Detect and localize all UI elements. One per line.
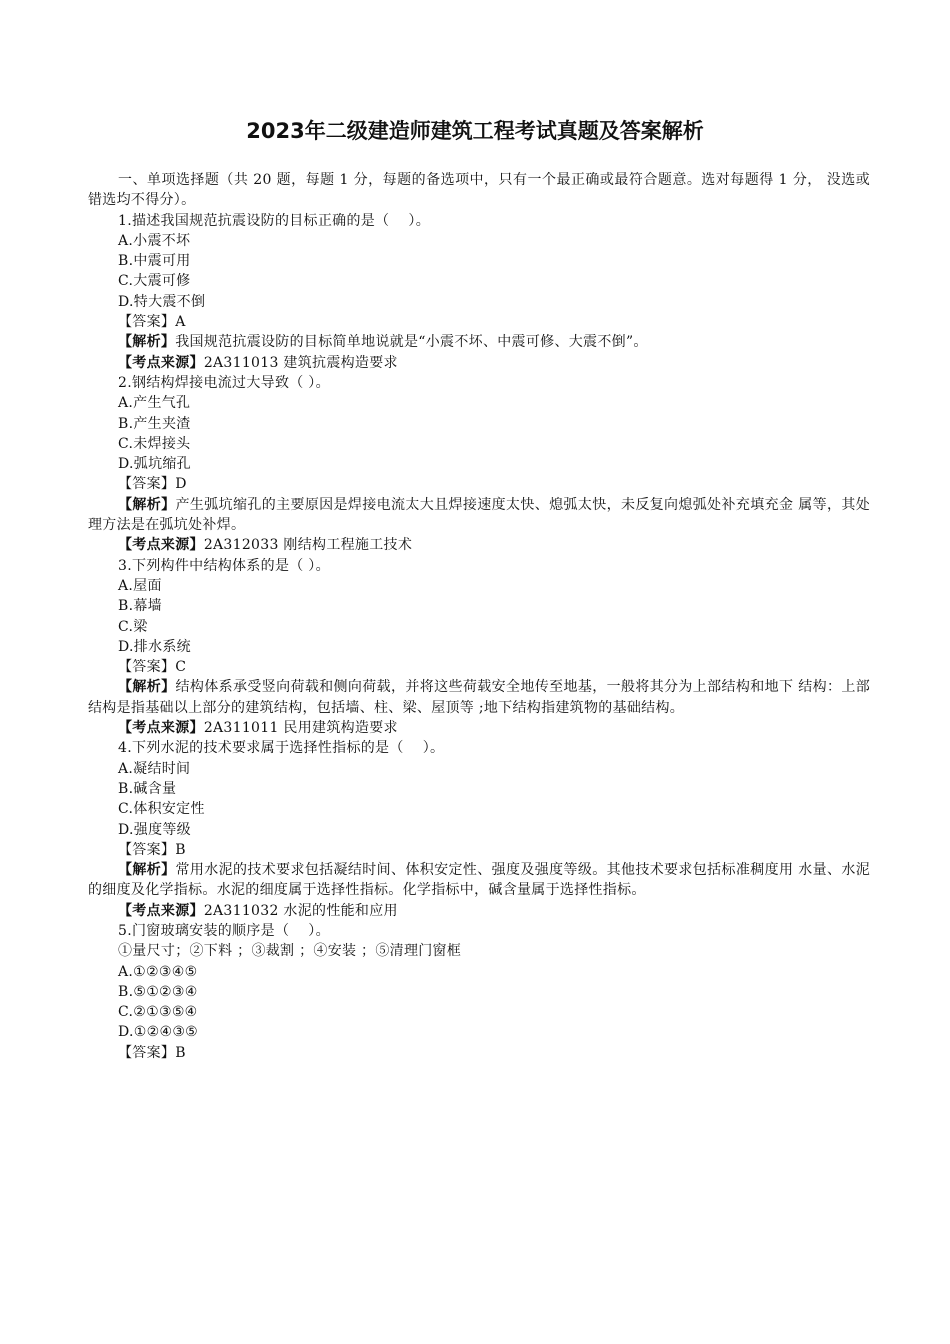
analysis-label: 【解析】 — [118, 334, 176, 351]
answer-line — [88, 657, 870, 677]
question-1 — [88, 211, 870, 373]
option: C.体积安定性 — [118, 801, 205, 818]
answer-value: C — [175, 659, 187, 676]
analysis-text: 我国规范抗震设防的目标简单地说就是“小震不坏、中震可修、大震不倒”。 — [175, 334, 648, 351]
source-label: 【考点来源】 — [118, 537, 204, 554]
source-text: 2A311011 民用建筑构造要求 — [203, 720, 398, 737]
answer-line — [88, 474, 870, 494]
answer-label: 【答案】 — [118, 476, 176, 493]
option: C.未焊接头 — [118, 435, 191, 452]
source-label: 【考点来源】 — [118, 354, 204, 371]
option: D.强度等级 — [118, 821, 191, 838]
answer-value: B — [175, 841, 186, 858]
option: A.小震不坏 — [118, 232, 191, 249]
answer-value: D — [175, 476, 187, 493]
answer-value: A — [175, 314, 186, 331]
option: C.②①③⑤④ — [118, 1004, 198, 1021]
analysis-paragraph — [88, 332, 870, 352]
document-title: 2023年二级建造师建筑工程考试真题及答案解析 — [246, 119, 704, 143]
question-stem: 3.下列构件中结构体系的是（ ）。 — [118, 557, 330, 574]
option: B.⑤①②③④ — [118, 983, 198, 1000]
question-stem: 5.门窗玻璃安装的顺序是（ ）。 — [118, 922, 330, 939]
answer-line — [88, 1043, 870, 1063]
question-5 — [88, 921, 870, 1063]
source-text: 2A311032 水泥的性能和应用 — [203, 902, 398, 919]
option: D.①②④③⑤ — [118, 1024, 199, 1041]
answer-value: B — [175, 1044, 186, 1061]
option: A.凝结时间 — [118, 760, 191, 777]
analysis-label: 【解析】 — [118, 862, 176, 879]
answer-label: 【答案】 — [118, 1044, 176, 1061]
option: A.屋面 — [118, 577, 162, 594]
source-text: 2A311013 建筑抗震构造要求 — [203, 354, 398, 371]
answer-label: 【答案】 — [118, 841, 176, 858]
question-stem: 2.钢结构焊接电流过大导致（ ）。 — [118, 374, 330, 391]
analysis-label: 【解析】 — [118, 679, 176, 696]
question-stem: 1.描述我国规范抗震设防的目标正确的是（ ）。 — [118, 212, 431, 229]
answer-line — [88, 840, 870, 860]
answer-label: 【答案】 — [118, 314, 176, 331]
analysis-text: 常用水泥的技术要求包括凝结时间、体积安定性、强度及强度等级。其他技术要求包括标准稠度用 水量、水泥的细度及化学指标。水泥的细度属于选择性指标。化学指标中，碱含量属于选择性指标。 — [88, 862, 870, 899]
source-line — [88, 718, 870, 738]
section-intro: 一、单项选择题（共 20 题，每题 1 分，每题的备选项中，只有一个最正确或最符合题意。选对每题得 1 分， 没选或错选均不得分）。 — [88, 172, 870, 209]
document-body — [88, 170, 870, 1063]
question-4 — [88, 738, 870, 921]
answer-line — [88, 312, 870, 332]
option: B.中震可用 — [118, 253, 191, 270]
analysis-label: 【解析】 — [118, 496, 176, 513]
option: C.梁 — [118, 618, 148, 635]
analysis-text: 结构体系承受竖向荷载和侧向荷载，并将这些荷载安全地传至地基，一般将其分为上部结构和地下 结构：上部结构是指基础以上部分的建筑结构，包括墙、柱、梁、屋顶等 ;地下结构指建筑物的基础结构。 — [88, 679, 870, 716]
analysis-paragraph — [88, 495, 870, 536]
option: A.①②③④⑤ — [118, 963, 198, 980]
source-label: 【考点来源】 — [118, 902, 204, 919]
source-line — [88, 353, 870, 373]
option: C.大震可修 — [118, 273, 191, 290]
option: B.幕墙 — [118, 598, 162, 615]
analysis-text: 产生弧坑缩孔的主要原因是焊接电流太大且焊接速度太快、熄弧太快，未反复向熄弧处补充填充金 属等，其处理方法是在弧坑处补焊。 — [88, 496, 870, 534]
source-line — [88, 535, 870, 555]
analysis-paragraph — [88, 677, 870, 718]
source-text: 2A312033 刚结构工程施工技术 — [203, 537, 413, 554]
option: A.产生气孔 — [118, 395, 191, 412]
question-note: ①量尺寸；②下料 ；③裁割 ；④安装 ；⑤清理门窗框 — [118, 943, 462, 960]
option: D.特大震不倒 — [118, 293, 206, 310]
analysis-paragraph — [88, 860, 870, 901]
option: D.弧坑缩孔 — [118, 456, 191, 473]
answer-label: 【答案】 — [118, 659, 176, 676]
option: D.排水系统 — [118, 638, 191, 655]
option: B.碱含量 — [118, 780, 177, 797]
question-2 — [88, 373, 870, 556]
question-stem: 4.下列水泥的技术要求属于选择性指标的是（ ）。 — [118, 740, 445, 757]
question-3 — [88, 556, 870, 739]
option: B.产生夹渣 — [118, 415, 191, 432]
source-label: 【考点来源】 — [118, 720, 204, 737]
source-line — [88, 901, 870, 921]
